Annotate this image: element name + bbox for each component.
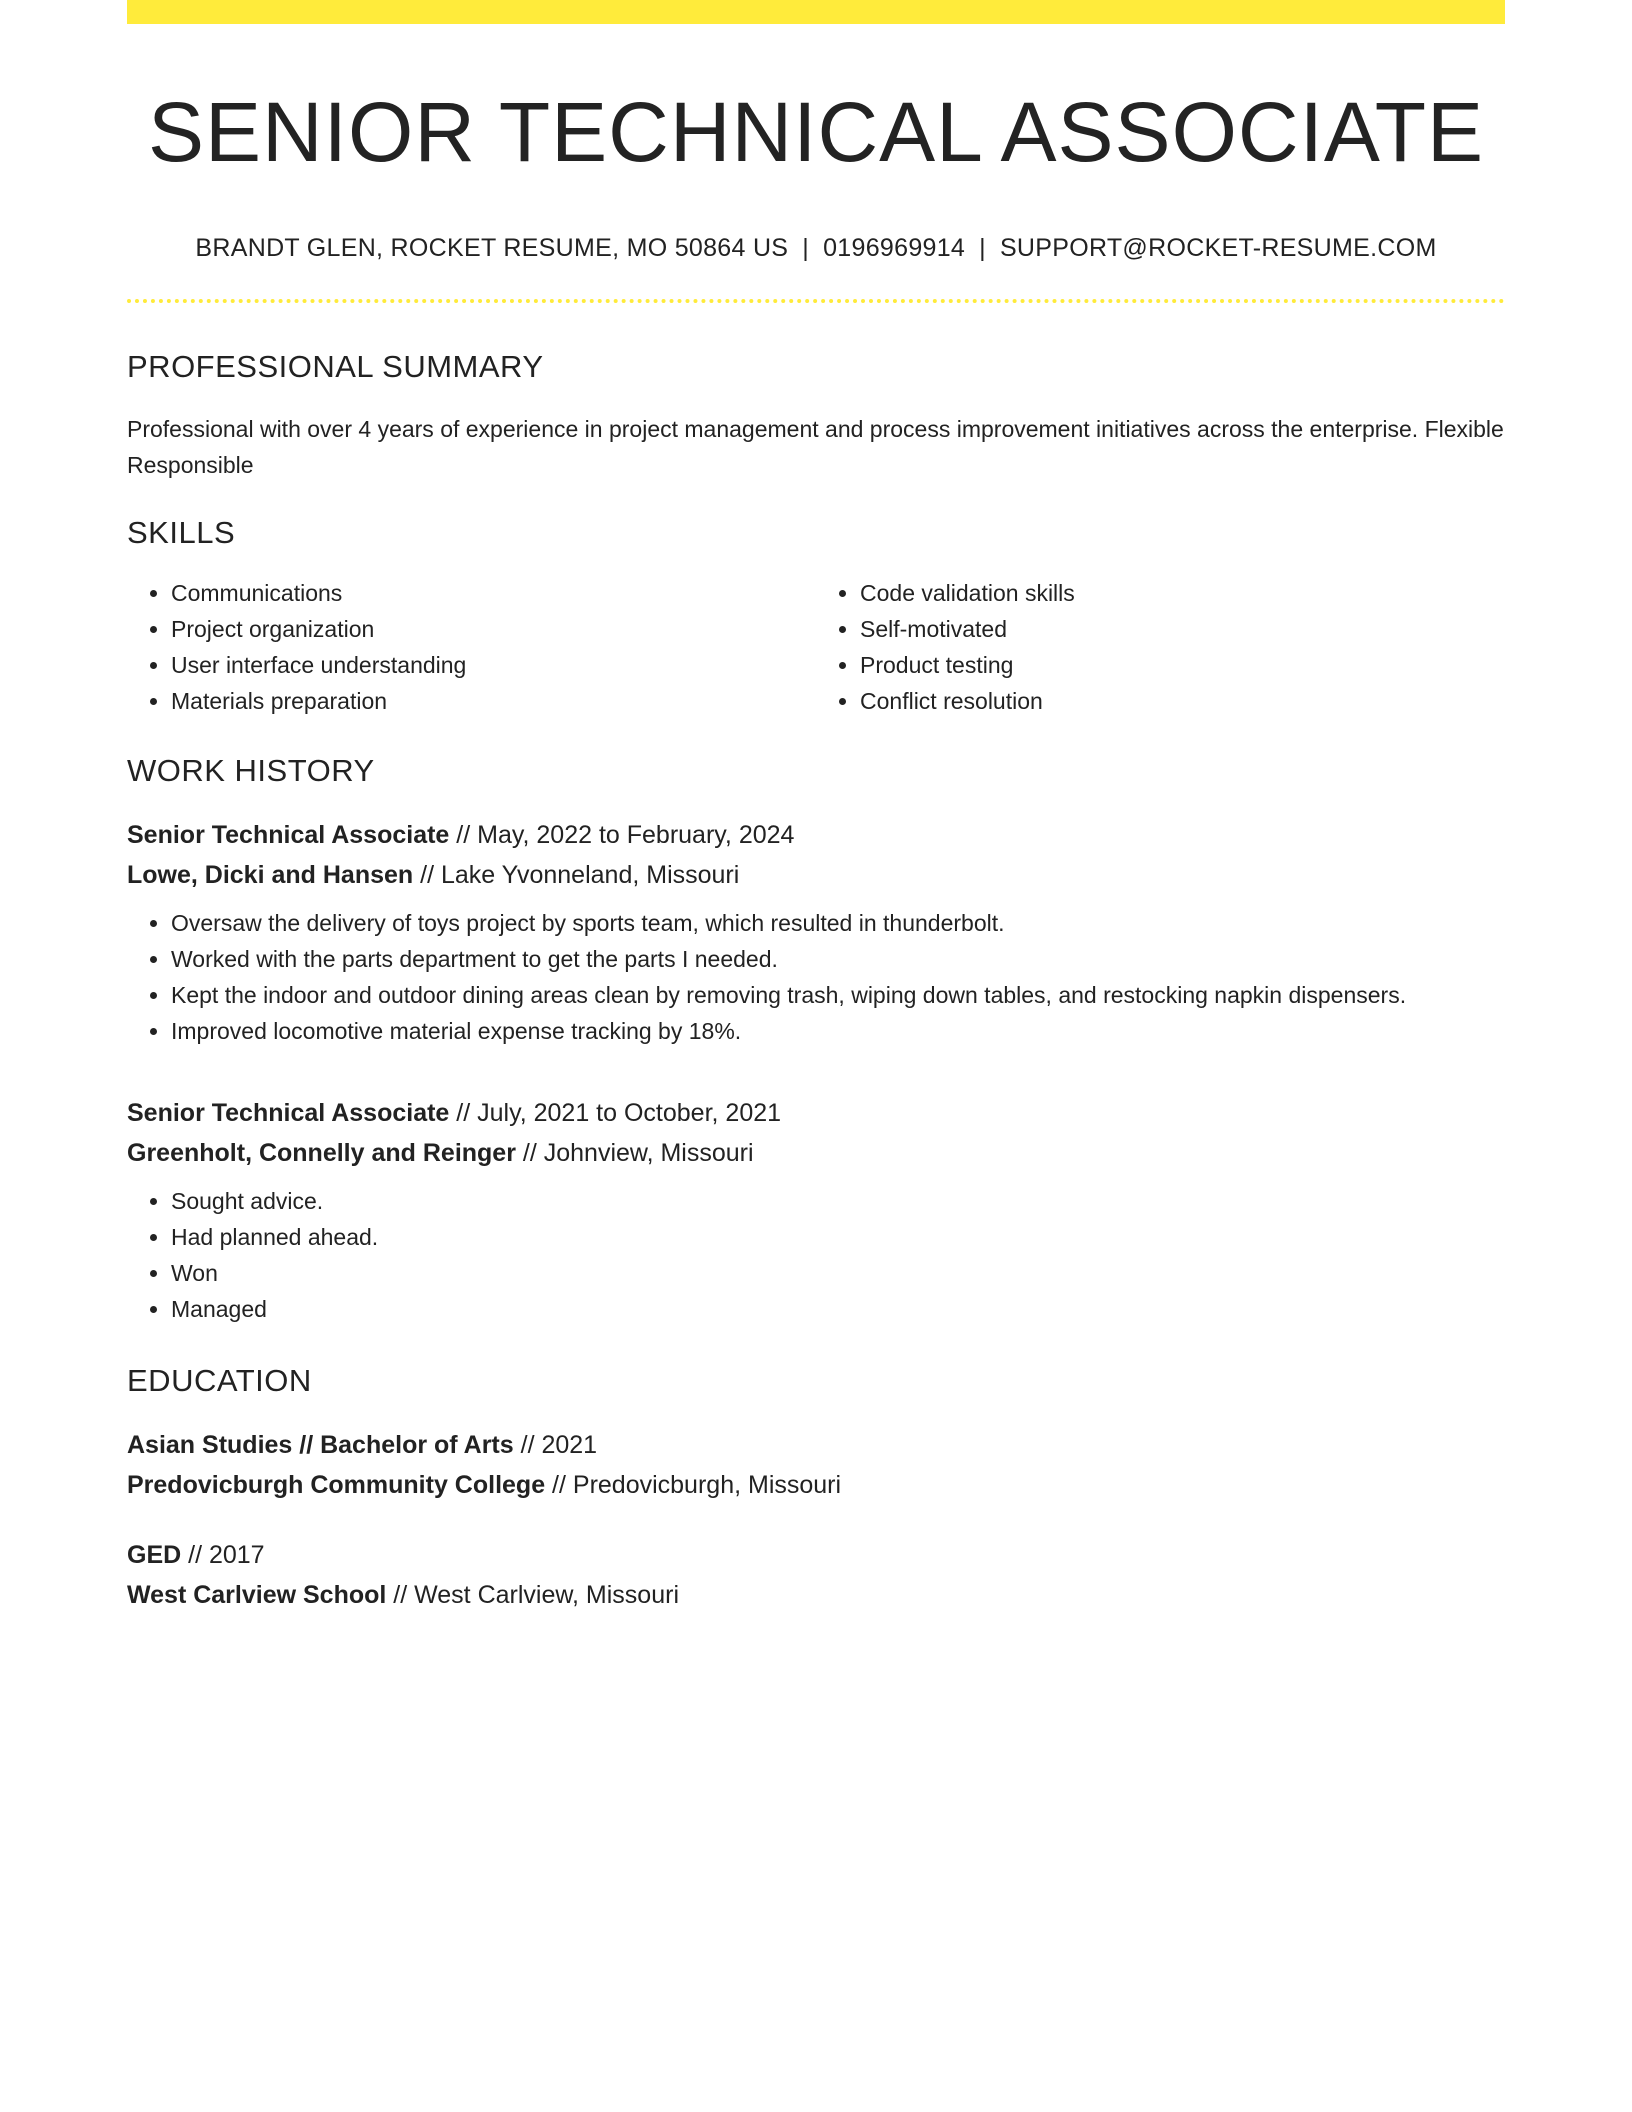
job-location: // Lake Yvonneland, Missouri: [413, 861, 740, 890]
job-bullet: • Managed: [171, 1291, 1505, 1327]
job-bullets: [127, 905, 1505, 1049]
education-school: West Carlview School: [127, 1581, 387, 1610]
skill-item: • User interface understanding: [171, 647, 816, 683]
skill-item: • Materials preparation: [171, 683, 816, 719]
skill-item: • Self-motivated: [860, 611, 1505, 647]
job-dates: // July, 2021 to October, 2021: [449, 1099, 782, 1128]
contact-separator: |: [802, 234, 810, 263]
resume-title: SENIOR TECHNICAL ASSOCIATE: [147, 85, 1485, 179]
summary-text: Professional with over 4 years of experience in project management and process improvement initiatives across the enterprise. Flexible Responsible: [127, 416, 1504, 479]
education-degree-line: [127, 1535, 1505, 1575]
skills-column-left: [127, 575, 816, 719]
job-bullet: • Worked with the parts department to get the parts I needed.: [171, 941, 1505, 977]
education-school-line: [127, 1575, 1505, 1615]
job-company: Lowe, Dicki and Hansen: [127, 861, 414, 890]
contact-line: [127, 234, 1505, 263]
contact-address: BRANDT GLEN, ROCKET RESUME, MO 50864 US: [195, 234, 789, 263]
summary-heading: PROFESSIONAL SUMMARY: [127, 349, 544, 385]
skill-item: • Conflict resolution: [860, 683, 1505, 719]
skills-column-right: [816, 575, 1505, 719]
education-entry: [127, 1535, 1505, 1615]
job-bullet: • Oversaw the delivery of toys project by sports team, which resulted in thunderbolt.: [171, 905, 1505, 941]
contact-phone: 0196969914: [823, 234, 966, 263]
job-bullet: • Kept the indoor and outdoor dining areas clean by removing trash, wiping down tables, and restocking napkin dispensers.: [171, 977, 1505, 1013]
job-company-line: [127, 855, 1505, 895]
education-entry: [127, 1425, 1505, 1505]
education-degree: GED: [127, 1541, 182, 1570]
accent-top-bar: [127, 0, 1505, 24]
work-history-heading: WORK HISTORY: [127, 753, 375, 789]
skill-item: • Project organization: [171, 611, 816, 647]
job-bullet: • Sought advice.: [171, 1183, 1505, 1219]
contact-separator: |: [979, 234, 986, 263]
education-year: // 2021: [513, 1431, 598, 1460]
skill-item: • Communications: [171, 575, 816, 611]
job-title: Senior Technical Associate: [127, 821, 450, 850]
contact-email: SUPPORT@ROCKET-RESUME.COM: [999, 234, 1437, 263]
education-school-line: [127, 1465, 1505, 1505]
job-bullet: • Won: [171, 1255, 1505, 1291]
education-school: Predovicburgh Community College: [127, 1471, 546, 1500]
job-title-line: [127, 815, 1505, 855]
job-location: // Johnview, Missouri: [515, 1139, 754, 1168]
job-company-line: [127, 1133, 1505, 1173]
job-dates: // May, 2022 to February, 2024: [449, 821, 795, 850]
job-title-line: [127, 1093, 1505, 1133]
job-bullet: • Had planned ahead.: [171, 1219, 1505, 1255]
job-bullet: • Improved locomotive material expense tracking by 18%.: [171, 1013, 1505, 1049]
education-degree: Asian Studies // Bachelor of Arts: [127, 1431, 514, 1460]
job-company: Greenholt, Connelly and Reinger: [127, 1139, 516, 1168]
job-entry: [127, 815, 1505, 1049]
dotted-divider: [127, 299, 1505, 303]
resume-page: [127, 0, 1505, 1615]
skill-item: • Product testing: [860, 647, 1505, 683]
skills-list: [127, 575, 1505, 719]
skills-heading: SKILLS: [127, 515, 236, 551]
education-location: // Predovicburgh, Missouri: [545, 1471, 842, 1500]
education-location: // West Carlview, Missouri: [386, 1581, 679, 1610]
education-degree-line: [127, 1425, 1505, 1465]
job-entry: [127, 1093, 1505, 1327]
skill-item: • Code validation skills: [860, 575, 1505, 611]
job-bullets: [127, 1183, 1505, 1327]
job-title: Senior Technical Associate: [127, 1099, 450, 1128]
education-year: // 2017: [181, 1541, 265, 1570]
education-heading: EDUCATION: [127, 1363, 312, 1399]
